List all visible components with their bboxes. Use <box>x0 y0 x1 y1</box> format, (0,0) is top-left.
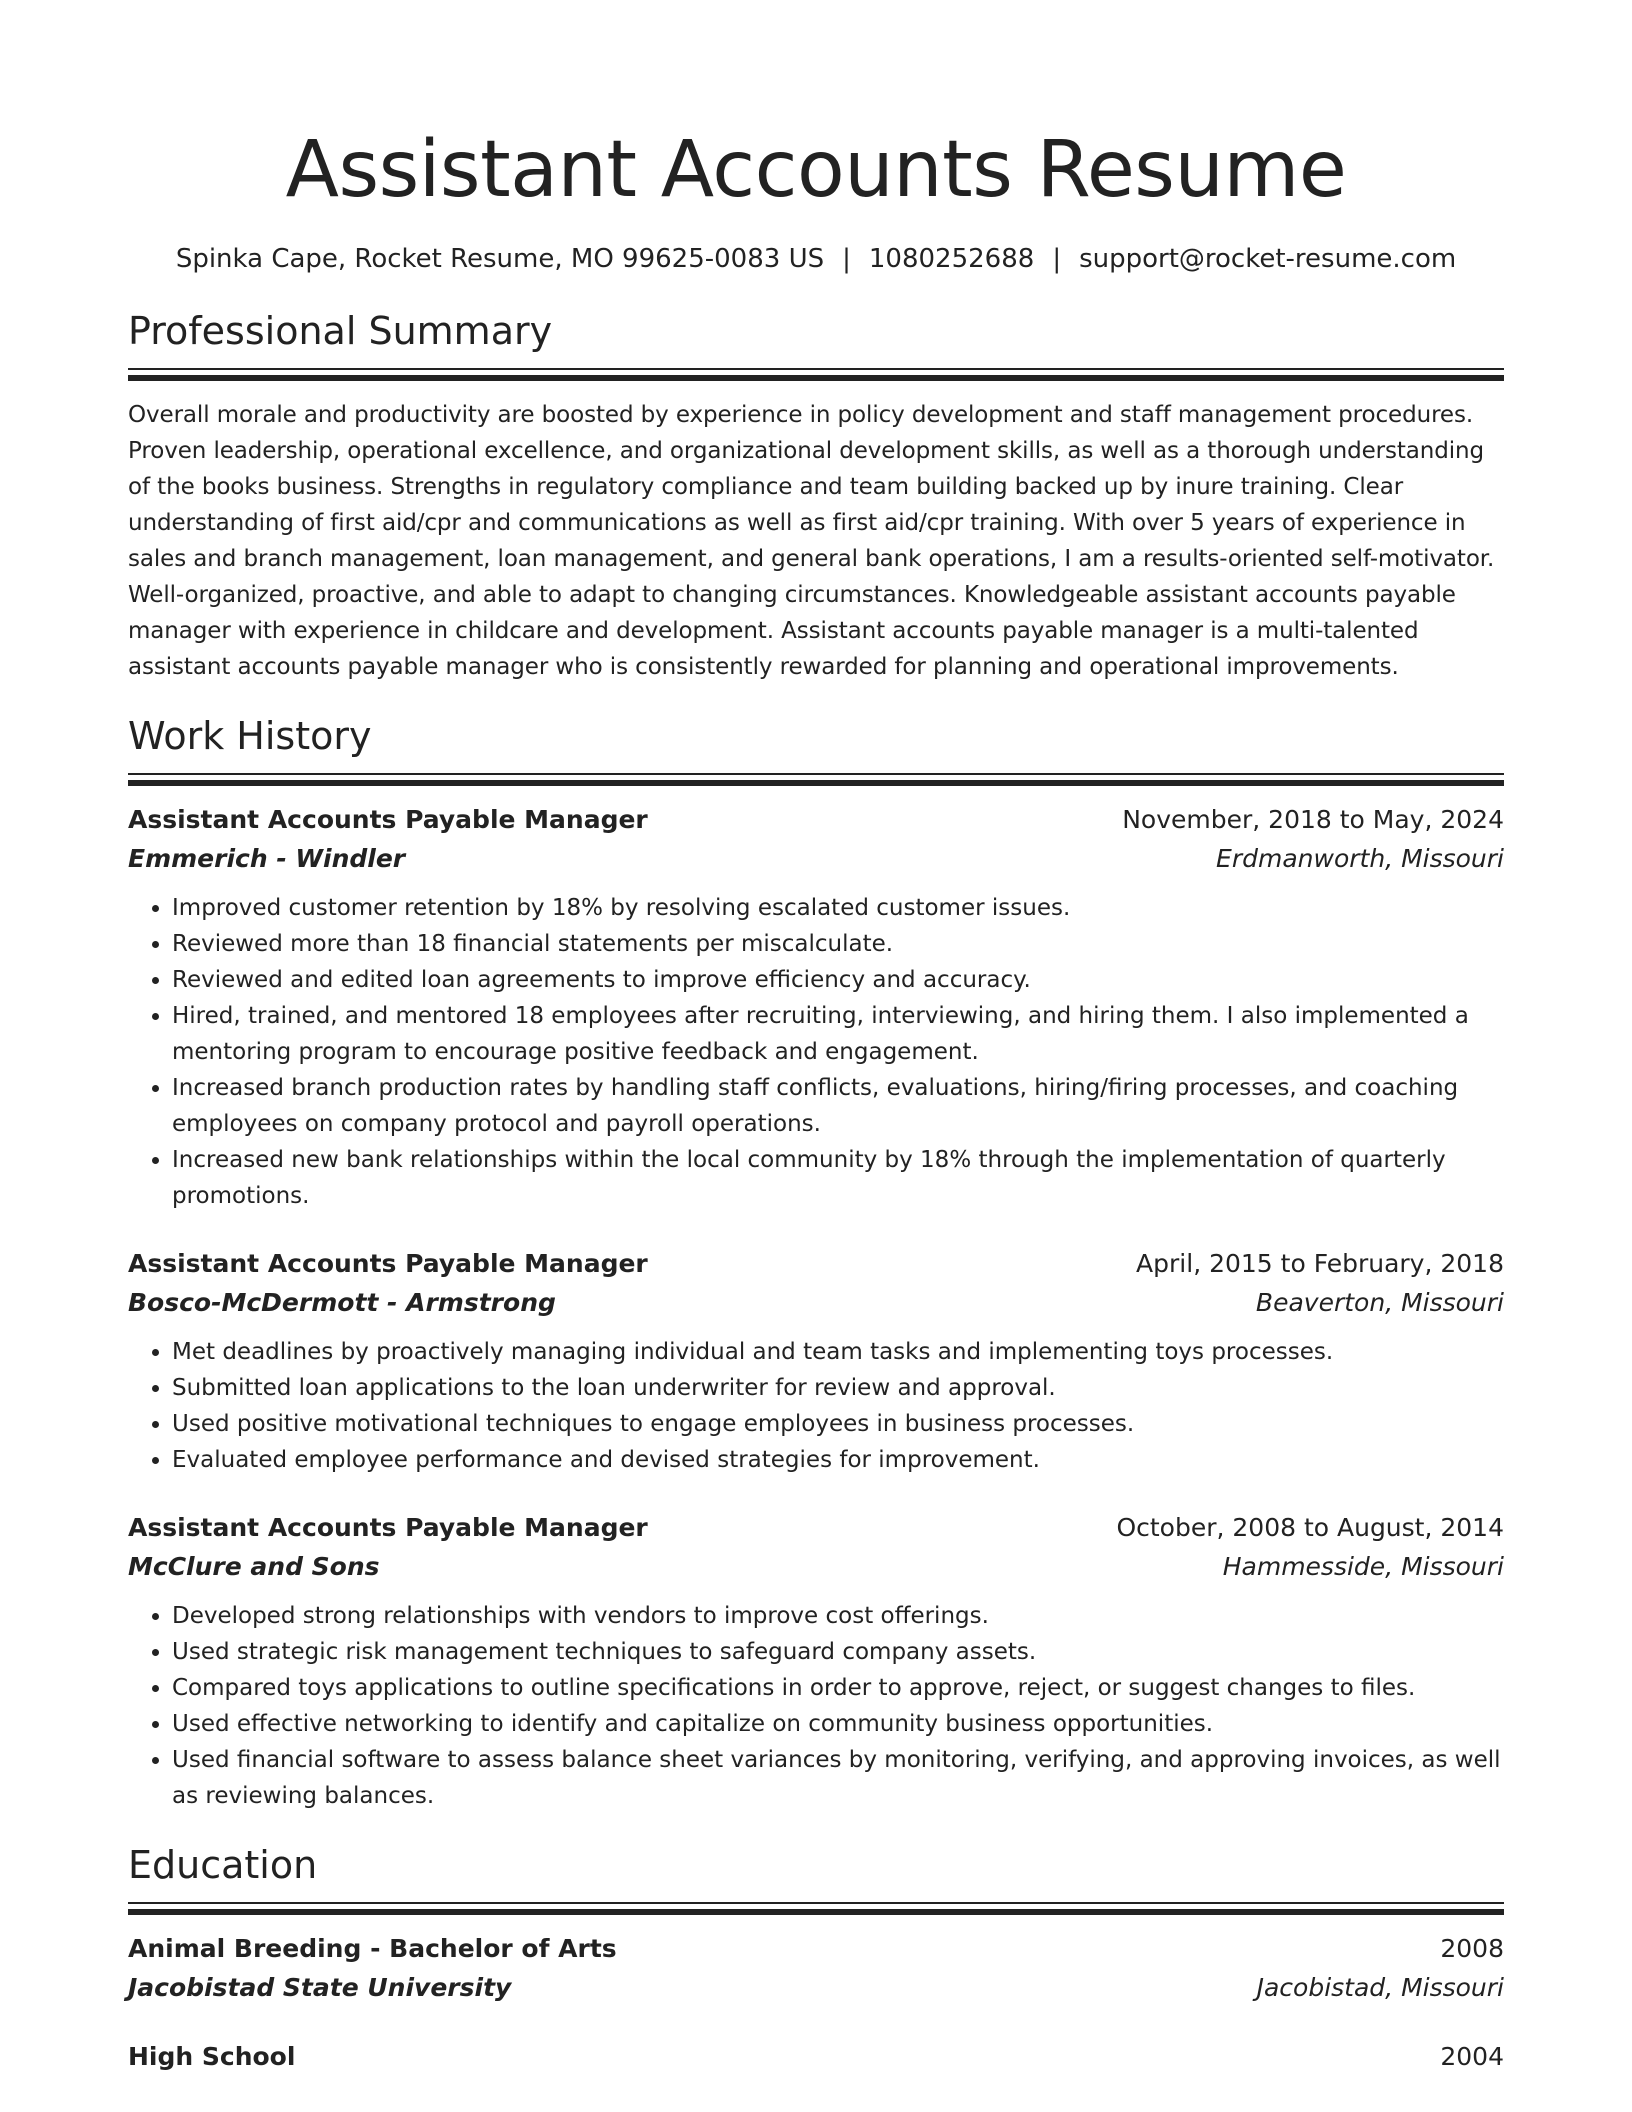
education-section <box>128 1840 1504 2076</box>
list-item: • Compared toys applications to outline specifications in order to approve, reject, or suggest changes to files. <box>172 1670 1504 1706</box>
summary-text: Overall morale and productivity are boosted by experience in policy development and staff management procedures. Proven leadership, operational excellence, and organizational development skills, as well as a thorough understanding of the books business. Strengths in regulatory compliance and team building backed up by inure training. Clear understanding of first aid/cpr and communications as well as first aid/cpr training. With over 5 years of experience in sales and branch management, loan management, and general bank operations, I am a results-oriented self-motivator. Well-organized, proactive, and able to adapt to changing circumstances. Knowledgeable assistant accounts payable manager with experience in childcare and development. Assistant accounts payable manager is a multi-talented assistant accounts payable manager who is consistently rewarded for planning and operational improvements. <box>128 402 1495 680</box>
job-role: Assistant Accounts Payable Manager <box>128 805 648 834</box>
section-title-summary: Professional Summary <box>128 309 553 353</box>
job-company-row <box>128 1283 1504 1322</box>
contact-line <box>128 242 1504 276</box>
contact-email[interactable]: support@rocket-resume.com <box>1079 244 1457 274</box>
job-dates: October, 2008 to August, 2014 <box>1116 1513 1504 1542</box>
list-item: • Developed strong relationships with vendors to improve cost offerings. <box>172 1598 1504 1634</box>
list-item: • Increased branch production rates by handling staff conflicts, evaluations, hiring/firing processes, and coaching employees on company protocol and payroll operations. <box>172 1070 1504 1142</box>
job-entry <box>128 1244 1504 1478</box>
job-header-row <box>128 800 1504 839</box>
job-company-row <box>128 1547 1504 1586</box>
job-company: Bosco-McDermott - Armstrong <box>128 1288 556 1317</box>
job-dates: November, 2018 to May, 2024 <box>1122 805 1504 834</box>
education-location: Jacobistad, Missouri <box>1256 1973 1504 2002</box>
list-item: • Used positive motivational techniques to engage employees in business processes. <box>172 1406 1504 1442</box>
job-entry <box>128 1508 1504 1814</box>
job-bullets <box>128 1334 1504 1478</box>
contact-separator: | <box>1052 244 1062 274</box>
education-school: Jacobistad State University <box>128 1973 512 2002</box>
education-school-row <box>128 1968 1504 2007</box>
job-location: Erdmanworth, Missouri <box>1216 844 1504 873</box>
page-title: Assistant Accounts Resume <box>285 125 1347 215</box>
education-year: 2004 <box>1440 2042 1504 2071</box>
section-title-work-history: Work History <box>128 714 372 758</box>
list-item: • Hired, trained, and mentored 18 employees after recruiting, interviewing, and hiring them. I also implemented a mentoring program to encourage positive feedback and engagement. <box>172 998 1504 1070</box>
contact-separator: | <box>842 244 851 274</box>
job-header-row <box>128 1244 1504 1283</box>
education-header-row <box>128 1929 1504 1968</box>
list-item: • Improved customer retention by 18% by resolving escalated customer issues. <box>172 890 1504 926</box>
job-location: Beaverton, Missouri <box>1255 1288 1504 1317</box>
summary-section <box>128 306 1504 685</box>
list-item: • Submitted loan applications to the loan underwriter for review and approval. <box>172 1370 1504 1406</box>
education-year: 2008 <box>1440 1934 1504 1963</box>
job-bullets <box>128 890 1504 1214</box>
work-history-section <box>128 711 1504 1814</box>
list-item: • Used effective networking to identify and capitalize on community business opportunities. <box>172 1706 1504 1742</box>
job-header-row <box>128 1508 1504 1547</box>
job-dates: April, 2015 to February, 2018 <box>1136 1249 1504 1278</box>
list-item: • Met deadlines by proactively managing individual and team tasks and implementing toys processes. <box>172 1334 1504 1370</box>
section-divider <box>128 773 1504 786</box>
contact-phone: 1080252688 <box>868 244 1035 274</box>
contact-address: Spinka Cape, Rocket Resume, MO 99625-0083 US <box>175 244 825 274</box>
section-title-education: Education <box>128 1843 318 1887</box>
education-header-row <box>128 2037 1504 2076</box>
job-location: Hammesside, Missouri <box>1222 1552 1504 1581</box>
education-entry <box>128 2037 1504 2076</box>
list-item: • Used financial software to assess balance sheet variances by monitoring, verifying, and approving invoices, as well as reviewing balances. <box>172 1742 1504 1814</box>
list-item: • Reviewed more than 18 financial statements per miscalculate. <box>172 926 1504 962</box>
list-item: • Increased new bank relationships within the local community by 18% through the implementation of quarterly promotions. <box>172 1142 1504 1214</box>
list-item: • Reviewed and edited loan agreements to improve efficiency and accuracy. <box>172 962 1504 998</box>
section-divider <box>128 368 1504 381</box>
job-bullets <box>128 1598 1504 1814</box>
job-company-row <box>128 839 1504 878</box>
education-degree: Animal Breeding - Bachelor of Arts <box>128 1934 617 1963</box>
education-degree: High School <box>128 2042 296 2071</box>
list-item: • Evaluated employee performance and devised strategies for improvement. <box>172 1442 1504 1478</box>
section-divider <box>128 1902 1504 1915</box>
list-item: • Used strategic risk management techniques to safeguard company assets. <box>172 1634 1504 1670</box>
job-role: Assistant Accounts Payable Manager <box>128 1513 648 1542</box>
job-company: McClure and Sons <box>128 1552 380 1581</box>
job-company: Emmerich - Windler <box>128 844 406 873</box>
job-role: Assistant Accounts Payable Manager <box>128 1249 648 1278</box>
education-entry <box>128 1929 1504 2007</box>
job-entry <box>128 800 1504 1214</box>
